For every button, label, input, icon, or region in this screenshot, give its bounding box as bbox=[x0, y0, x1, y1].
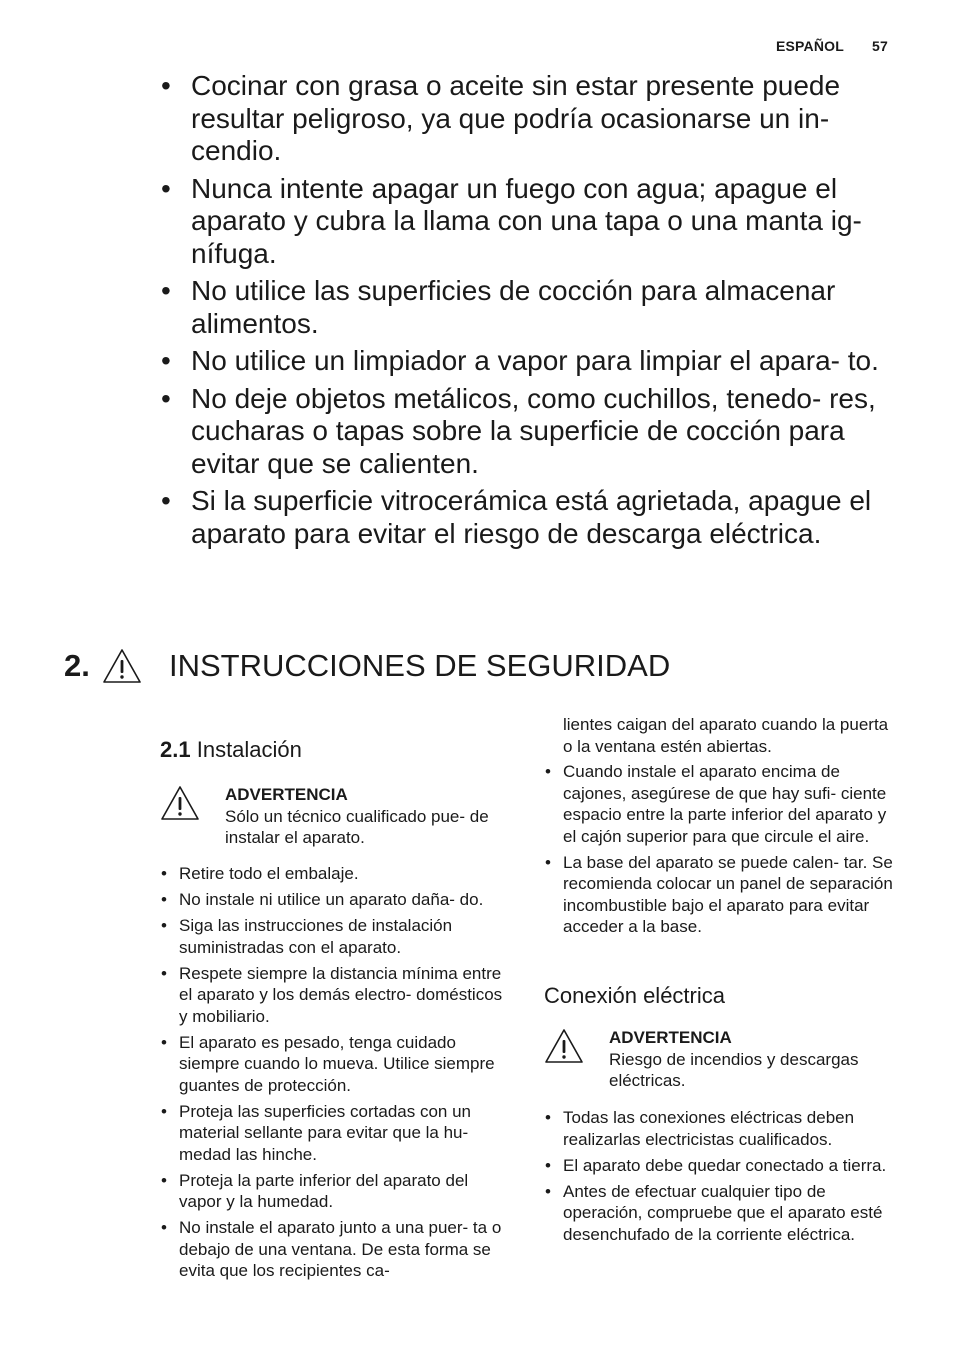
installation-bullet-list bbox=[160, 863, 512, 1286]
list-item: • No utilice un limpiador a vapor para limpiar el apara- to. bbox=[160, 345, 900, 378]
list-item: • No deje objetos metálicos, como cuchillos, tenedo- res, cucharas o tapas sobre la superficie de cocción para evitar que se calienten. bbox=[160, 383, 900, 481]
warning-message: Riesgo de incendios y descargas eléctricas. bbox=[609, 1049, 859, 1090]
list-item: • El aparato es pesado, tenga cuidado siempre cuando lo mueva. Utilice siempre guantes de protección. bbox=[160, 1032, 512, 1097]
page-header bbox=[776, 38, 888, 54]
subsection-heading-electrical: Conexión eléctrica bbox=[544, 983, 725, 1008]
section-number: 2. bbox=[64, 648, 90, 683]
list-item: • Retire todo el embalaje. bbox=[160, 863, 512, 885]
subsection-number: 2.1 bbox=[160, 737, 191, 762]
list-item: • El aparato debe quedar conectado a tierra. bbox=[544, 1155, 898, 1177]
list-item: • Siga las instrucciones de instalación suministradas con el aparato. bbox=[160, 915, 512, 958]
warning-text bbox=[225, 784, 525, 849]
continuation-text: lientes caigan del aparato cuando la puerta o la ventana estén abiertas. bbox=[563, 715, 889, 756]
warning-message: Sólo un técnico cualificado pue- de instalar el aparato. bbox=[225, 806, 489, 847]
list-item: • Nunca intente apagar un fuego con agua; apague el aparato y cubra la llama con una tapa o una manta ig- nífuga. bbox=[160, 173, 900, 271]
list-item: • Antes de efectuar cualquier tipo de operación, compruebe que el aparato esté desenchufado de la corriente eléctrica. bbox=[544, 1181, 898, 1246]
warning-triangle-icon bbox=[102, 648, 142, 684]
list-item: • La base del aparato se puede calen- tar. Se recomienda colocar un panel de separación incombustible bajo el aparato para evitar acceder a la base. bbox=[544, 852, 898, 938]
list-item: • Todas las conexiones eléctricas deben realizarlas electricistas cualificados. bbox=[544, 1107, 898, 1150]
section-heading bbox=[64, 644, 670, 688]
list-item: • Proteja la parte inferior del aparato del vapor y la humedad. bbox=[160, 1170, 512, 1213]
list-item: • Proteja las superficies cortadas con un material sellante para evitar que la hu- medad las hinche. bbox=[160, 1101, 512, 1166]
list-item: • Respete siempre la distancia mínima entre el aparato y los demás electro- domésticos y mobiliario. bbox=[160, 963, 512, 1028]
section-title: INSTRUCCIONES DE SEGURIDAD bbox=[169, 648, 671, 683]
installation-bullet-list-continued bbox=[544, 761, 898, 942]
list-item: • Cuando instale el aparato encima de cajones, asegúrese de que hay sufi- ciente espacio entre la parte inferior del aparato y el cajón superior para que circule el aire. bbox=[544, 761, 898, 847]
warning-block-installation bbox=[160, 784, 489, 847]
warning-triangle-icon bbox=[160, 784, 200, 822]
electrical-bullet-list bbox=[544, 1107, 898, 1250]
language-label: ESPAÑOL bbox=[775, 38, 845, 54]
warning-label: ADVERTENCIA bbox=[225, 785, 348, 804]
list-item: • Si la superficie vitrocerámica está agrietada, apague el aparato para evitar el riesgo de descarga eléctrica. bbox=[160, 485, 900, 550]
top-bullet-list bbox=[160, 70, 900, 555]
list-item: • No instale ni utilice un aparato daña- do. bbox=[160, 889, 512, 911]
warning-label: ADVERTENCIA bbox=[609, 1028, 732, 1047]
list-item: • No utilice las superficies de cocción para almacenar alimentos. bbox=[160, 275, 900, 340]
subsection-title: Instalación bbox=[196, 737, 302, 762]
page-number: 57 bbox=[872, 38, 888, 54]
warning-block-electrical bbox=[544, 1027, 859, 1090]
warning-text bbox=[609, 1027, 909, 1092]
warning-triangle-icon bbox=[544, 1027, 584, 1065]
subsection-heading-installation bbox=[160, 737, 302, 763]
list-item: • Cocinar con grasa o aceite sin estar presente puede resultar peligroso, ya que podría ocasionarse un in- cendio. bbox=[160, 70, 900, 168]
list-item: • No instale el aparato junto a una puer- ta o debajo de una ventana. De esta forma se evita que los recipientes ca- bbox=[160, 1217, 512, 1282]
